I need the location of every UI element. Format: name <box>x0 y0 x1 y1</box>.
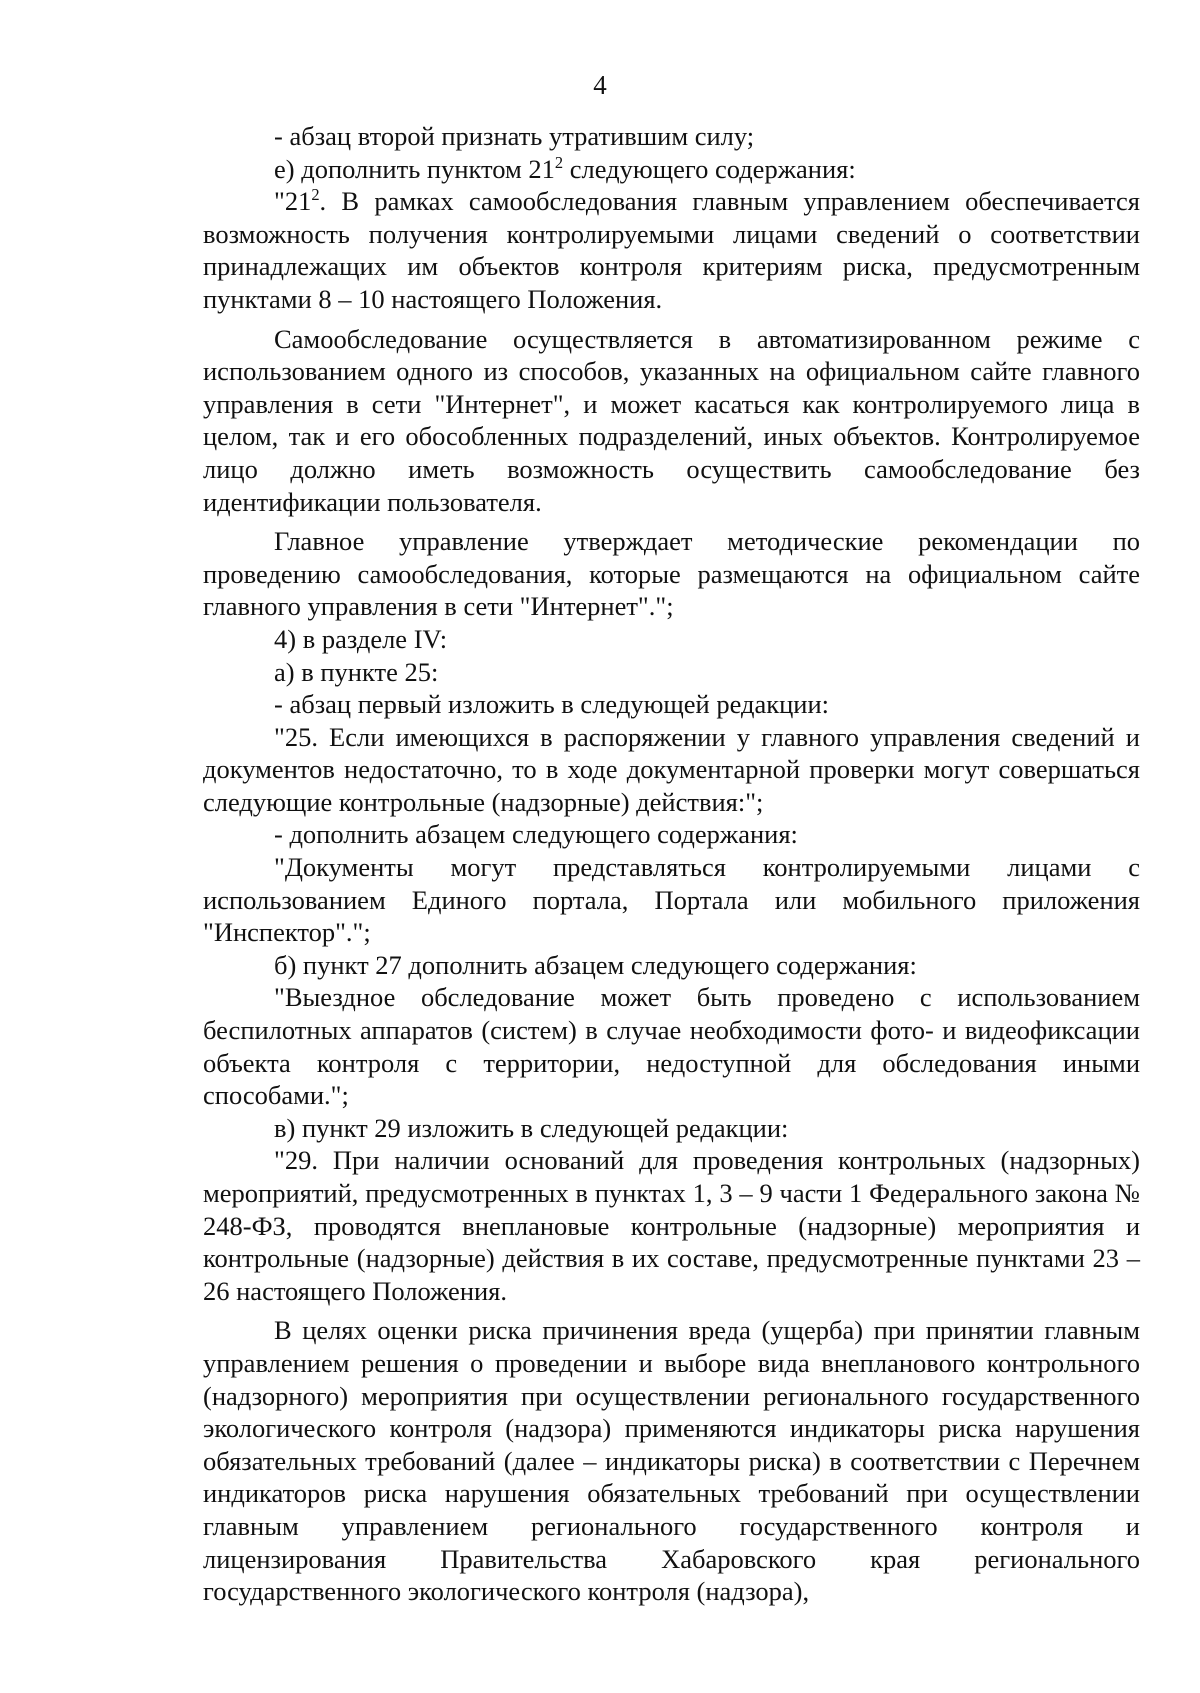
paragraph: б) пункт 27 дополнить абзацем следующего содержания: <box>274 949 917 980</box>
paragraph: - дополнить абзацем следующего содержания: <box>274 819 798 850</box>
paragraph: "25. Если имеющихся в распоряжении у главного управления сведений и документов недостаточно, то в ходе документарной проверки могут совершаться следующие контрольные (надзорные) действия:"; <box>203 721 1140 817</box>
paragraph: "Документы могут представляться контролируемыми лицами с использованием Единого портала, Портала или мобильного приложения "Инспектор"."; <box>203 852 1140 948</box>
paragraph: 4) в разделе IV: <box>274 623 448 654</box>
superscript: 2 <box>554 152 564 172</box>
paragraph: "$21^2$. В рамках самообследования главным управлением обеспечивается возможность получения контролируемыми лицами сведений о соответствии принадлежащих им объектов контроля критериям риска, предусмотренным пунктами 8 – 10 настоящего Положения. <box>203 185 1140 314</box>
paragraph: Главное управление утверждает методические рекомендации по проведению самообследования, которые размещаются на официальном сайте главного управления в сети "Интернет"."; <box>203 526 1140 622</box>
paragraph: е) дополнить пунктом $21^2$ следующего содержания: <box>274 152 856 184</box>
paragraph: - абзац второй признать утратившим силу; <box>274 121 755 151</box>
paragraph: "29. При наличии оснований для проведения контрольных (надзорных) мероприятий, предусмотренных в пунктах 1, 3 – 9 части 1 Федерального закона № 248-ФЗ, проводятся внеплановые контрольные (надзорные) мероприятия и контрольные (надзорные) действия в их составе, предусмотренные пунктами 23 – 26 настоящего Положения. <box>203 1145 1140 1306</box>
document-body <box>203 120 1140 1608</box>
paragraph: Самообследование осуществляется в автоматизированном режиме с использованием одного из способов, указанных на официальном сайте главного управления в сети "Интернет", и может касаться как контролируемого лица в целом, так и его обособленных подразделений, иных объектов. Контролируемое лицо должно иметь возможность осуществить самообследование без идентификации пользователя. <box>203 323 1140 517</box>
paragraph: В целях оценки риска причинения вреда (ущерба) при принятии главным управлением решения о проведении и выборе вида внепланового контрольного (надзорного) мероприятия при осуществлении регионального государственного экологического контроля (надзора) применяются индикаторы риска нарушения обязательных требований (далее – индикаторы риска) в соответствии с Перечнем индикаторов риска нарушения обязательных требований при осуществлении главным управлением регионального государственного контроля и лицензирования Правительства Хабаровского края регионального государственного экологического контроля (надзора), <box>203 1315 1140 1607</box>
paragraph: в) пункт 29 изложить в следующей редакции: <box>274 1112 789 1143</box>
page-number: 4 <box>593 70 607 100</box>
paragraph: - абзац первый изложить в следующей редакции: <box>274 689 830 720</box>
superscript: 2 <box>311 185 320 205</box>
paragraph: "Выездное обследование может быть проведено с использованием беспилотных аппаратов (систем) в случае необходимости фото- и видеофиксации объекта контроля с территории, недоступной для обследования иными способами."; <box>203 982 1140 1111</box>
paragraph: а) в пункте 25: <box>274 656 439 687</box>
